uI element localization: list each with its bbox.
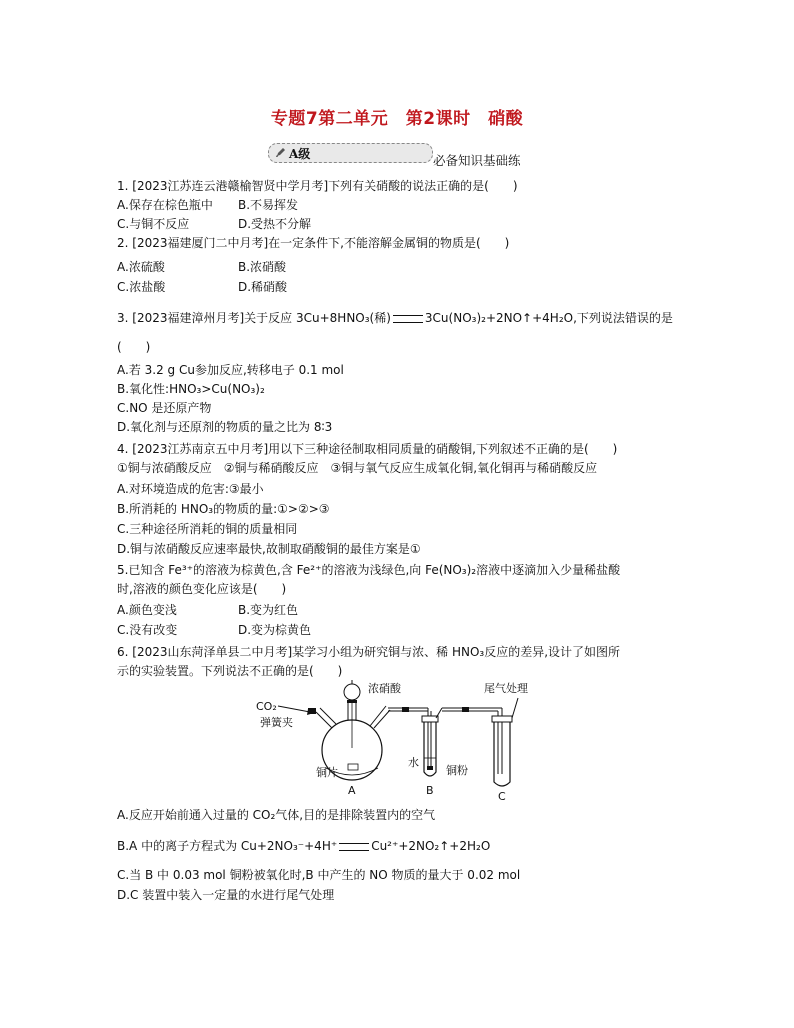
- q3-option-d: D.氧化剂与还原剂的物质的量之比为 8∶3: [117, 420, 333, 434]
- level-subtitle: 必备知识基础练: [433, 153, 521, 168]
- copper-powder: [427, 766, 433, 770]
- spring-clamp: [308, 708, 316, 714]
- q6-option-d: D.C 装置中装入一定量的水进行尾气处理: [117, 888, 335, 902]
- question-3-stem: [117, 309, 673, 327]
- q5-option-a: A.颜色变浅: [117, 603, 177, 617]
- q6-option-b-pre: B.A 中的离子方程式为 Cu+2NO₃⁻+4H⁺: [117, 839, 338, 853]
- pencil-icon: [275, 146, 287, 158]
- q2-option-b: B.浓硝酸: [238, 260, 287, 274]
- label-copper-powder: 铜粉: [446, 764, 468, 777]
- q3-answer-paren: ( ): [117, 340, 151, 354]
- q3-option-a: A.若 3.2 g Cu参加反应,转移电子 0.1 mol: [117, 363, 344, 377]
- q4-option-a: A.对环境造成的危害:③最小: [117, 482, 264, 496]
- q6-option-c: C.当 B 中 0.03 mol 铜粉被氧化时,B 中产生的 NO 物质的量大于 0.02 mol: [117, 868, 521, 882]
- q2-option-d: D.稀硝酸: [238, 280, 288, 294]
- q2-option-a: A.浓硫酸: [117, 260, 165, 274]
- equation-equals-sign: [339, 843, 369, 851]
- q1-option-b: B.不易挥发: [238, 198, 299, 212]
- label-a: A: [348, 784, 356, 797]
- question-1-stem: 1. [2023江苏连云港赣榆智贤中学月考]下列有关硝酸的说法正确的是( ): [117, 179, 518, 193]
- q4-routes: ①铜与浓硝酸反应 ②铜与稀硝酸反应 ③铜与氧气反应生成氧化铜,氧化铜再与稀硝酸反应: [117, 461, 598, 475]
- q3-option-b: B.氧化性:HNO₃>Cu(NO₃)₂: [117, 382, 265, 396]
- apparatus-diagram: [250, 678, 550, 803]
- question-6-stem-line1: 6. [2023山东菏泽单县二中月考]某学习小组为研究铜与浓、稀 HNO₃反应的差异,设计了如图所: [117, 645, 621, 659]
- q5-option-d: D.变为棕黄色: [238, 623, 312, 637]
- q6-option-b: [117, 837, 490, 855]
- label-water: 水: [408, 756, 419, 769]
- q2-option-c: C.浓盐酸: [117, 280, 166, 294]
- page-title: 专题7第二单元 第2课时 硝酸: [270, 109, 524, 129]
- label-copper-sheet: 铜片: [316, 766, 338, 779]
- label-clamp: 弹簧夹: [260, 716, 293, 729]
- question-4-stem: 4. [2023江苏南京五中月考]用以下三种途径制取相同质量的硝酸铜,下列叙述不正确的是( ): [117, 442, 618, 456]
- q4-option-d: D.铜与浓硝酸反应速率最快,故制取硝酸铜的最佳方案是①: [117, 542, 421, 556]
- label-co2: CO₂: [256, 700, 277, 713]
- q6-option-a: A.反应开始前通入过量的 CO₂气体,目的是排除装置内的空气: [117, 808, 436, 822]
- q3-option-c: C.NO 是还原产物: [117, 401, 212, 415]
- equation-equals-sign: [393, 315, 423, 323]
- q3-stem-pre: 3. [2023福建漳州月考]关于反应 3Cu+8HNO₃(稀): [117, 311, 391, 325]
- q4-option-b: B.所消耗的 HNO₃的物质的量:①>②>③: [117, 502, 330, 516]
- copper-sheet: [348, 764, 358, 770]
- question-6-stem-line2: 示的实验装置。下列说法不正确的是( ): [117, 664, 343, 678]
- label-tail-gas: 尾气处理: [484, 682, 528, 695]
- q1-option-a: A.保存在棕色瓶中: [117, 198, 213, 212]
- question-5-stem-line1: 5.已知含 Fe³⁺的溶液为棕黄色,含 Fe²⁺的溶液为浅绿色,向 Fe(NO₃)₂溶液中逐滴加入少量稀盐酸: [117, 563, 621, 577]
- q4-option-c: C.三种途径所消耗的铜的质量相同: [117, 522, 298, 536]
- q1-option-d: D.受热不分解: [238, 217, 312, 231]
- level-banner: [268, 143, 433, 163]
- q6-option-b-post: Cu²⁺+2NO₂↑+2H₂O: [371, 839, 491, 853]
- dropping-funnel: [344, 684, 360, 700]
- level-label: A级: [289, 147, 311, 161]
- label-b: B: [426, 784, 434, 797]
- q1-option-c: C.与铜不反应: [117, 217, 190, 231]
- label-conc-nitric: 浓硝酸: [368, 682, 401, 695]
- question-2-stem: 2. [2023福建厦门二中月考]在一定条件下,不能溶解金属铜的物质是( ): [117, 236, 510, 250]
- q5-option-b: B.变为红色: [238, 603, 299, 617]
- q3-stem-post: 3Cu(NO₃)₂+2NO↑+4H₂O,下列说法错误的是: [424, 311, 673, 325]
- label-c: C: [498, 790, 506, 803]
- question-5-stem-line2: 时,溶液的颜色变化应该是( ): [117, 582, 287, 596]
- q5-option-c: C.没有改变: [117, 623, 178, 637]
